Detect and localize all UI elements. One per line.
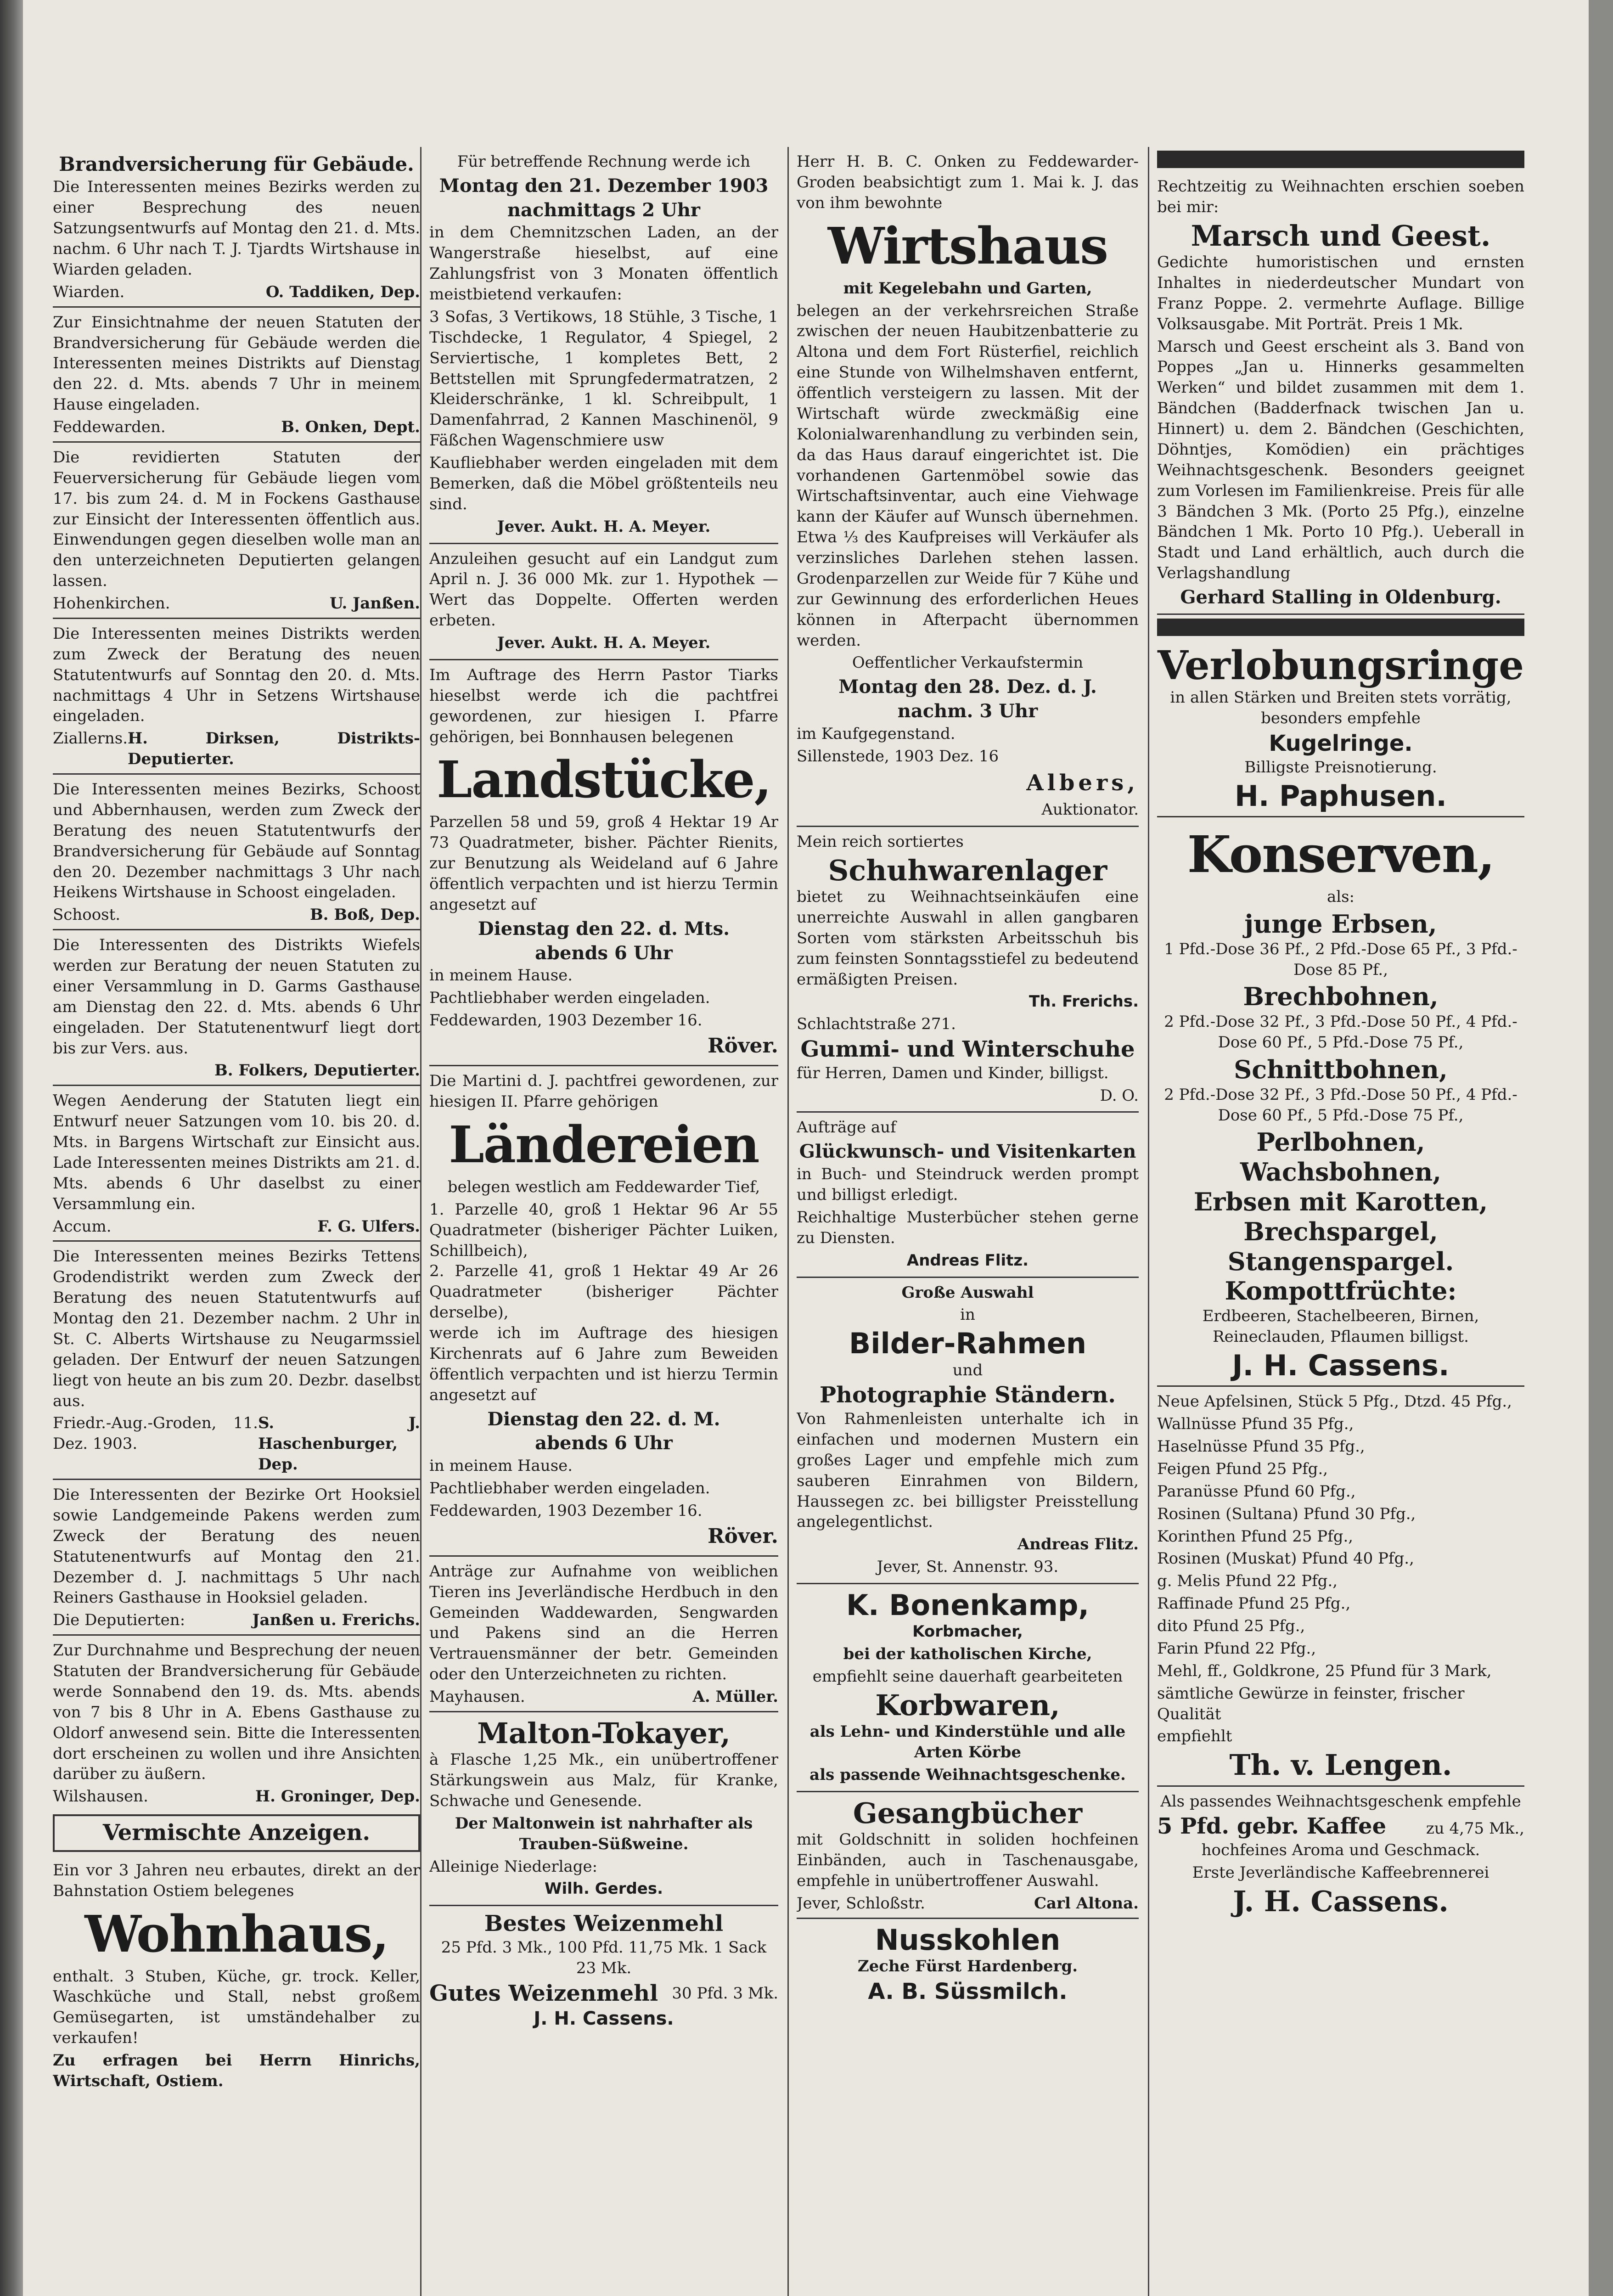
ad-bonenkamp bbox=[797, 1584, 1139, 1792]
notice-place: Wiarden. bbox=[53, 282, 125, 301]
column-4 bbox=[1157, 147, 1524, 2296]
notice-place: Schoost. bbox=[53, 906, 121, 924]
notice-body: Die Interessenten meines Bezirks, Schoost und Abbernhausen, werden zum Zweck der Beratung des neuen Statutentwurfs der Brandversicherung für Gebäude auf Sonntag den 20. Dezember nachmittags 3 Uhr nach Heikens Wirtshause in Schoost eingeladen. bbox=[53, 780, 420, 902]
notice-item bbox=[53, 443, 420, 619]
schuh-title2: Gummi- und Winterschuhe bbox=[800, 1036, 1135, 1063]
land-time: abends 6 Uhr bbox=[535, 942, 673, 964]
bilder-und: und bbox=[952, 1361, 983, 1379]
schuh-signer: Th. Frerichs. bbox=[1029, 992, 1139, 1011]
schuh-intro: Mein reich sortiertes bbox=[797, 832, 964, 851]
malton-body: à Flasche 1,25 Mk., ein unübertroffener Stärkungswein aus Malz, für Kranke, Schwache und Genesende. bbox=[429, 1750, 778, 1810]
notice-body: Die Interessenten meines Bezirks Tettens Grodendistrikt werden zum Zweck der Beratung des neuen Statutentwurfs auf Montag den 21. Dezember nachm. 2 Uhr in St. C. Alberts Wirtshause zu Neugarmssiel geladen. Der Entwurf der neuen Satzungen liegt von heute an bis zum 20. Dezbr. daselbst aus. bbox=[53, 1247, 420, 1410]
ringe-title2: Kugelringe. bbox=[1269, 731, 1413, 757]
bonen-body: empfiehlt seine dauerhaft gearbeiteten bbox=[812, 1667, 1123, 1686]
konserven-item: Brechbohnen, bbox=[1243, 982, 1439, 1012]
notice-body: Wegen Aenderung der Statuten liegt ein Entwurf neuer Satzungen vom 10. bis 20. d. Mts. in Bargens Wirtschaft zur Einsicht aus. Lade Interessenten meines Distrikts am 21. d. Mts. abends 6 Uhr daselbst zu einer Versammlung ein. bbox=[53, 1092, 420, 1213]
bonen-title2: Korbwaren, bbox=[875, 1688, 1060, 1722]
land-signer: Röver. bbox=[708, 1034, 778, 1058]
laend-intro: Die Martini d. J. pachtfrei gewordenen, zur hiesigen II. Pfarre gehörigen bbox=[429, 1072, 778, 1111]
gesang-body: mit Goldschnitt in soliden hochfeinen Einbänden, auch in Taschenausgabe, empfehle in unübertroffener Auswahl. bbox=[797, 1830, 1139, 1890]
laend-body2: werde ich im Auftrage des hiesigen Kirchenrats auf 6 Jahre zum Beweiden öffentlich verpachten und ist hierzu Termin angesetzt auf bbox=[429, 1324, 778, 1404]
kaffee-body: hochfeines Aroma und Geschmack. bbox=[1201, 1841, 1480, 1860]
kaffee-body2: Erste Jeverländische Kaffeebrennerei bbox=[1192, 1863, 1489, 1882]
marsch-body2: Marsch und Geest erscheint als 3. Band von Poppes „Jan u. Hinnerks gesammelten Werken“ und bildet zusammen mit dem 1. Bändchen (Badderfnack twischen Jan u. Hinnert) u. dem 2. Bändchen (Geschichten, Döhntjes, Komödien) ein prächtiges Weihnachtsgeschenk. Besonders geeignet zum Vorlesen im Familienkreise. Preis für alle 3 Bändchen 3 Mk. (Porto 25 Pfg.), einzelne Bändchen 1 Mk. Porto 10 Pfg.). Ueberall in Stadt und Land erhältlich, auch durch die Verlagshandlung bbox=[1157, 337, 1524, 583]
laend-signer: Röver. bbox=[708, 1524, 778, 1548]
notice-item bbox=[53, 1086, 420, 1242]
laend-body: belegen westlich am Feddewarder Tief, bbox=[447, 1177, 760, 1196]
konserven-item: Stangenspargel. bbox=[1227, 1246, 1454, 1276]
notice-body: Die Interessenten der Bezirke Ort Hooksiel sowie Landgemeinde Pakens werden zum Zweck der Beratung des neuen Statutenentwurfs auf Montag den 21. Dezember d. J. nachmittags 5 Uhr nach Reiners Gasthause in Hooksiel geladen. bbox=[53, 1486, 420, 1607]
gesang-addr: Jever, Schloßstr. bbox=[797, 1894, 925, 1913]
notice-signer: U. Janßen. bbox=[329, 594, 420, 613]
price-line: Farin Pfund 22 Pfg., bbox=[1157, 1639, 1316, 1658]
newspaper-page bbox=[23, 0, 1589, 2296]
herd-place: Mayhausen. bbox=[429, 1688, 525, 1706]
notice-sign-row bbox=[53, 1610, 420, 1631]
auction-body: in dem Chemnitzschen Laden, an der Wangerstraße hieselbst, auf eine Zahlungsfrist von 3 Monaten öffentlich meistbietend verkaufen: bbox=[429, 223, 778, 304]
kaffee-signer: J. H. Cassens. bbox=[1233, 1884, 1449, 1918]
separator-bar bbox=[1157, 619, 1524, 636]
price-line: Feigen Pfund 25 Pfg., bbox=[1157, 1459, 1328, 1478]
column-3 bbox=[797, 147, 1139, 2296]
column-1 bbox=[53, 147, 420, 2296]
notice-heading: Brandversicherung für Gebäude. bbox=[59, 153, 414, 175]
notice-place: Hohenkirchen. bbox=[53, 594, 170, 613]
rubric-box bbox=[53, 1814, 420, 1852]
bonen-sub: Korbmacher, bbox=[912, 1622, 1023, 1641]
notice-sign-row bbox=[53, 905, 420, 925]
price-line: dito Pfund 25 Pfg., bbox=[1157, 1617, 1305, 1636]
konserven-als: als: bbox=[1326, 887, 1355, 906]
laend-note: Pachtliebhaber werden eingeladen. bbox=[429, 1479, 710, 1497]
ad-wohnhaus bbox=[53, 1856, 420, 2097]
malton-title: Malton-Tokayer, bbox=[477, 1716, 731, 1750]
bilder-body: Von Rahmenleisten unterhalte ich in einfachen und modernen Mustern ein großes Lager und empfehle mich zum sauberen Einrahmen von Bildern, Haussegen zc. bei billigster Preisstellung angelegentlichst. bbox=[797, 1410, 1139, 1531]
bonen-title: K. Bonenkamp, bbox=[846, 1588, 1089, 1622]
visit-body: in Buch- und Steindruck werden prompt und billigst erledigt. bbox=[797, 1165, 1139, 1204]
ad-bilderrahmen bbox=[797, 1278, 1139, 1585]
ad-loan bbox=[429, 544, 778, 660]
wirt-title: Wirtshaus bbox=[827, 216, 1108, 276]
price-line: sämtliche Gewürze in feinster, frischer Qualität bbox=[1157, 1684, 1465, 1723]
wirt-label: Oeffentlicher Verkaufstermin bbox=[852, 653, 1084, 672]
loan-signer: Jever. Aukt. H. A. Meyer. bbox=[497, 634, 711, 653]
notice-place: Accum. bbox=[53, 1217, 112, 1236]
malton-signer: Wilh. Gerdes. bbox=[544, 1880, 663, 1898]
wohnhaus-title: Wohnhaus, bbox=[84, 1904, 388, 1964]
bilder-intro: Große Auswahl bbox=[901, 1283, 1034, 1302]
mehl-title: Bestes Weizenmehl bbox=[484, 1911, 724, 1937]
visit-intro: Aufträge auf bbox=[797, 1118, 896, 1137]
laend-place: in meinem Hause. bbox=[429, 1457, 573, 1475]
notice-signer: S. J. Haschenburger, Dep. bbox=[258, 1414, 420, 1474]
nuts-tail: empfiehlt bbox=[1157, 1727, 1232, 1746]
schuh-addr: Schlachtstraße 271. bbox=[797, 1015, 956, 1034]
konserven-item: Brechspargel, bbox=[1243, 1216, 1438, 1246]
land-intro: Im Auftrage des Herrn Pastor Tiarks hieselbst werde ich die pachtfrei gewordenen, zur hiesigen I. Pfarre gehörigen, bei Bonnhausen belegenen bbox=[429, 665, 778, 746]
ad-landstuecke bbox=[429, 660, 778, 1066]
ad-marsch-und-geest bbox=[1157, 172, 1524, 615]
notice-item bbox=[53, 775, 420, 930]
ad-kaffee bbox=[1157, 1787, 1524, 1922]
notice-sign-row bbox=[53, 1216, 420, 1237]
wirt-intro: Herr H. B. C. Onken zu Feddewarder-Groden beabsichtigt zum 1. Mai k. J. das von ihm bewohnte bbox=[797, 152, 1139, 212]
herd-sign-row bbox=[429, 1687, 778, 1707]
wirt-sub: mit Kegelebahn und Garten, bbox=[843, 279, 1092, 298]
notice-place: Die Deputierten: bbox=[53, 1611, 185, 1630]
ringe-body2: Billigste Preisnotierung. bbox=[1244, 758, 1437, 777]
wirt-body: belegen an der verkehrsreichen Straße zwischen der neuen Haubitzenbatterie zu Altona und dem Fort Rüsterfiel, reichlich eine Stunde von Wilhelmshaven entfernt, öffentlich versteigern zu lassen. Mit der Wirtschaft würde zweckmäßig eine Kolonialwarenhandlung zu verbinden sein, da das Haus darauf eingerichtet ist. Die vorhandenen Gartenmöbel sowie das Wirtschaftsinventar, auch eine Viehwage kann der Käufer auf Wunsch übernehmen. Etwa ⅓ des Kaufpreises will Verkäufer als verzinsliches Darlehen stehen lassen. Grodenparzellen zur Weide für 7 Kühe und zur Gewinnung des erforderlichen Heues können in Afterpacht übernommen werden. bbox=[797, 301, 1139, 650]
price-line: Mehl, ff., Goldkrone, 25 Pfund für 3 Mark, bbox=[1157, 1661, 1492, 1680]
konserven-list bbox=[1157, 909, 1524, 1347]
notice-body: Die revidierten Statuten der Feuerversicherung für Gebäude liegen vom 17. bis zum 24. d. M in Fockens Gasthause zur Einsicht der Interessenten öffentlich aus. Einwendungen gegen dieselben wolle man an den unterzeichneten Deputierten gelangen lassen. bbox=[53, 448, 420, 591]
auction-note: Kaufliebhaber werden eingeladen mit dem Bemerken, daß die Möbel größtenteils neu sind. bbox=[429, 454, 778, 513]
notice-item bbox=[53, 1480, 420, 1636]
kohlen-signer: A. B. Süssmilch. bbox=[868, 1978, 1068, 2004]
notice-body: Zur Durchnahme und Besprechung der neuen Statuten der Brandversicherung für Gebäude werde Sonnabend den 19. ds. Mts. abends von 7 bis 8 Uhr in A. Ebens Gasthause zu Oldorf anwesend sein. Bitte die Interessenten dort erscheinen zu wollen und ihre Ansichten darüber zu äußern. bbox=[53, 1641, 420, 1784]
wirt-time: nachm. 3 Uhr bbox=[897, 700, 1038, 722]
top-bar bbox=[1157, 151, 1524, 168]
nuts-list bbox=[1157, 1391, 1524, 1724]
price-line: Raffinade Pfund 25 Pfg., bbox=[1157, 1594, 1351, 1613]
notice-item bbox=[53, 147, 420, 308]
herd-body: Anträge zur Aufnahme von weiblichen Tieren ins Jeverländische Herdbuch in den Gemeinden Waddewarden, Sengwarden und Pakens sind an die Herren Vertrauensmänner der betr. Gemeinden oder den Unterzeichneten zu richten. bbox=[429, 1562, 778, 1684]
kohlen-title: Nusskohlen bbox=[875, 1923, 1061, 1957]
ad-auction-furniture bbox=[429, 147, 778, 544]
ad-gesangbuecher bbox=[797, 1792, 1139, 1919]
visit-signer: Andreas Flitz. bbox=[906, 1251, 1029, 1270]
rubric-title: Vermischte Anzeigen. bbox=[102, 1820, 371, 1846]
bilder-title2: Photographie Ständern. bbox=[820, 1382, 1116, 1408]
konserven-detail: 2 Pfd.-Dose 32 Pf., 3 Pfd.-Dose 50 Pf., 4 Pfd.-Dose 60 Pf., 5 Pfd.-Dose 75 Pf., bbox=[1164, 1013, 1517, 1052]
mehl-body: 25 Pfd. 3 Mk., 100 Pfd. 11,75 Mk. 1 Sack 23 Mk. bbox=[441, 1938, 767, 1977]
konserven-item: Wachsbohnen, bbox=[1240, 1157, 1442, 1187]
land-date: Dienstag den 22. d. Mts. bbox=[478, 917, 730, 940]
notice-signer: H. Dirksen, Distrikts-Deputierter. bbox=[128, 729, 420, 769]
konserven-item: Schnittbohnen, bbox=[1234, 1054, 1448, 1084]
kaffee-intro: Als passendes Weihnachtsgeschenk empfehle bbox=[1160, 1792, 1521, 1811]
column-2 bbox=[429, 147, 778, 2296]
marsch-intro: Rechtzeitig zu Weihnachten erschien soeben bei mir: bbox=[1157, 177, 1524, 216]
column-rule bbox=[1148, 147, 1149, 2296]
wirt-dateline: Sillenstede, 1903 Dez. 16 bbox=[797, 747, 999, 765]
ad-schuhwaren bbox=[797, 827, 1139, 1113]
bonen-body2: als Lehn- und Kinderstühle und alle Arten Körbe bbox=[809, 1722, 1126, 1762]
gesang-row bbox=[797, 1893, 1139, 1914]
notice-sign-row bbox=[53, 417, 420, 438]
konserven-detail: 2 Pfd.-Dose 32 Pf., 3 Pfd.-Dose 50 Pf., 4 Pfd.-Dose 60 Pf., 5 Pfd.-Dose 75 Pf., bbox=[1164, 1085, 1517, 1125]
ad-verlobungsringe bbox=[1157, 640, 1524, 817]
ad-visitenkarten bbox=[797, 1113, 1139, 1277]
auction-signer: Jever. Aukt. H. A. Meyer. bbox=[497, 517, 711, 536]
marsch-signer: Gerhard Stalling in Oldenburg. bbox=[1180, 586, 1501, 608]
konserven-item: junge Erbsen, bbox=[1244, 909, 1437, 939]
binding-spine bbox=[0, 0, 23, 2296]
laend-title: Ländereien bbox=[449, 1114, 759, 1174]
loan-body: Anzuleihen gesucht auf ein Landgut zum April n. J. 36 000 Mk. zur 1. Hypothek — Wert das Doppelte. Offerten werden erbeten. bbox=[429, 549, 778, 630]
wirt-signer: Albers, bbox=[1026, 770, 1139, 796]
auction-time: nachmittags 2 Uhr bbox=[507, 199, 701, 221]
bonen-body3: als passende Weihnachtsgeschenke. bbox=[809, 1766, 1126, 1784]
bilder-pre: in bbox=[960, 1306, 975, 1324]
parcel-item: 2. Parzelle 41, groß 1 Hektar 49 Ar 26 Quadratmeter (bisheriger Pächter derselbe), bbox=[429, 1262, 778, 1322]
gesang-signer: Carl Altona. bbox=[1034, 1894, 1139, 1913]
notice-item bbox=[53, 1242, 420, 1480]
laend-dateline: Feddewarden, 1903 Dezember 16. bbox=[429, 1501, 703, 1520]
laend-date: Dienstag den 22. d. M. bbox=[487, 1408, 720, 1430]
marsch-body: Gedichte humoristischen und ernsten Inhaltes in niederdeutscher Mundart von Franz Poppe. 2. vermehrte Auflage. Billige Volksausgabe. Mit Porträt. Preis 1 Mk. bbox=[1157, 253, 1524, 333]
visit-body2: Reichhaltige Musterbücher stehen gerne zu Diensten. bbox=[797, 1208, 1139, 1247]
notice-signer: O. Taddiken, Dep. bbox=[265, 282, 420, 301]
wohnhaus-contact: Zu erfragen bei Herrn Hinrichs, Wirtschaft, Ostiem. bbox=[53, 2051, 420, 2090]
notice-body: Die Interessenten meines Bezirks werden zu einer Besprechung des neuen Satzungsentwurfs auf Montag den 21. d. Mts. nachm. 6 Uhr nach T. J. Tjardts Wirtshause in Wiarden geladen. bbox=[53, 178, 420, 279]
malton-label: Alleinige Niederlage: bbox=[429, 1857, 598, 1876]
notice-sign-row bbox=[53, 1413, 420, 1475]
land-note: Pachtliebhaber werden eingeladen. bbox=[429, 989, 710, 1007]
konserven-title: Konserven, bbox=[1187, 824, 1495, 884]
price-line: Rosinen (Muskat) Pfund 40 Pfg., bbox=[1157, 1549, 1414, 1568]
gesang-title: Gesangbücher bbox=[853, 1796, 1083, 1830]
auction-date: Montag den 21. Dezember 1903 bbox=[439, 174, 769, 197]
notice-sign-row bbox=[53, 1786, 420, 1807]
price-line: Rosinen (Sultana) Pfund 30 Pfg., bbox=[1157, 1504, 1416, 1523]
ad-konserven bbox=[1157, 817, 1524, 1387]
price-line: Haselnüsse Pfund 35 Pfg., bbox=[1157, 1437, 1365, 1456]
schuh-body2: für Herren, Damen und Kinder, billigst. bbox=[797, 1064, 1109, 1082]
notice-item bbox=[53, 308, 420, 443]
notice-signer: Janßen u. Frerichs. bbox=[252, 1611, 420, 1630]
land-place: in meinem Hause. bbox=[429, 966, 573, 985]
notice-item bbox=[53, 619, 420, 775]
nuts-signer: Th. v. Lengen. bbox=[1229, 1748, 1452, 1782]
notice-signer: F. G. Ulfers. bbox=[317, 1217, 420, 1236]
auction-items: 3 Sofas, 3 Vertikows, 18 Stühle, 3 Tische, 1 Tischdecke, 1 Regulator, 4 Spiegel, 2 Serviertische, 1 kompletes Bett, 2 Bettstellen mit Sprungfedermatratzen, 2 Kleiderschränke, 1 kl. Schreibpult, 1 Damenfahrrad, 2 Kannen Maschinenöl, 9 Fäßchen Wagenschmiere usw bbox=[429, 307, 778, 450]
wohnhaus-intro: Ein vor 3 Jahren neu erbautes, direkt an der Bahnstation Ostiem belegenes bbox=[53, 1861, 420, 1900]
bilder-title: Bilder-Rahmen bbox=[849, 1327, 1086, 1361]
notice-place: Feddewarden. bbox=[53, 418, 166, 437]
price-line: Paranüsse Pfund 60 Pfg., bbox=[1157, 1482, 1356, 1501]
herd-signer: A. Müller. bbox=[692, 1688, 778, 1706]
bilder-signer: Andreas Flitz. bbox=[1017, 1535, 1139, 1554]
marsch-title: Marsch und Geest. bbox=[1191, 219, 1491, 253]
mehl-title2: Gutes Weizenmehl bbox=[429, 1980, 658, 2006]
notice-body: Die Interessenten meines Distrikts werden zum Zweck der Beratung des neuen Statutentwurfs auf Sonntag den 20. d. Mts. nachmittags 4 Uhr in Setzens Wirtshause eingeladen. bbox=[53, 624, 420, 726]
notice-body: Zur Einsichtnahme der neuen Statuten der Brandversicherung für Gebäude werden die Interessenten meines Distrikts auf Dienstag den 22. d. Mts. abends 7 Uhr in meinem Hause eingeladen. bbox=[53, 313, 420, 414]
kaffee-title: 5 Pfd. gebr. Kaffee bbox=[1157, 1813, 1387, 1840]
land-title: Landstücke, bbox=[437, 750, 771, 810]
ad-nusskohlen bbox=[797, 1919, 1139, 2009]
land-body: Parzellen 58 und 59, groß 4 Hektar 19 Ar 73 Quadratmeter, bisher. Pächter Rienits, zur Benutzung als Weideland auf 6 Jahre öffentlich verpachten und ist hierzu Termin angesetzt auf bbox=[429, 813, 778, 914]
notice-sign-row bbox=[53, 1060, 420, 1081]
notice-body: Die Interessenten des Distrikts Wiefels werden zur Beratung der neuen Statuten zu einer Versammlung in D. Garms Gasthause am Dienstag den 22. d. Mts. abends 6 Uhr eingeladen. Der Statutenentwurf liegt dort bis zur Vers. aus. bbox=[53, 936, 420, 1058]
ad-wirtshaus bbox=[797, 147, 1139, 827]
visit-title: Glückwunsch- und Visitenkarten bbox=[799, 1141, 1136, 1163]
column-rule bbox=[787, 147, 789, 2296]
laend-parcels bbox=[429, 1199, 778, 1323]
mehl-signer: J. H. Cassens. bbox=[534, 2008, 674, 2030]
notice-item bbox=[53, 930, 420, 1086]
notice-item bbox=[53, 1636, 420, 1811]
notice-signer: B. Boß, Dep. bbox=[309, 906, 420, 924]
brandversicherung-notices bbox=[53, 147, 420, 1811]
konserven-item: Kompottfrüchte: bbox=[1225, 1276, 1457, 1306]
wohnhaus-body: enthalt. 3 Stuben, Küche, gr. trock. Keller, Waschküche und Stall, nebst großem Gemüsegarten, ist umständehalber zu verkaufen! bbox=[53, 1967, 420, 2048]
schuh-body: bietet zu Weihnachtseinkäufen eine unerreichte Auswahl in allen gangbaren Sorten vom stärksten Arbeitsschuh bis zum feinsten Sonntagsstiefel zu bedeutend ermäßigten Preisen. bbox=[797, 888, 1139, 989]
malton-body2: Der Maltonwein ist nahrhafter als Trauben-Süßweine. bbox=[455, 1814, 753, 1853]
ad-nuesse-lengen bbox=[1157, 1387, 1524, 1786]
price-line: Neue Apfelsinen, Stück 5 Pfg., Dtzd. 45 Pfg., bbox=[1157, 1392, 1512, 1411]
konserven-item: Erbsen mit Karotten, bbox=[1193, 1187, 1488, 1217]
notice-place: Wilshausen. bbox=[53, 1787, 148, 1806]
ringe-signer: H. Paphusen. bbox=[1235, 779, 1447, 813]
kaffee-price: zu 4,75 Mk., bbox=[1426, 1819, 1524, 1838]
mehl-row bbox=[429, 1981, 778, 2007]
bonen-sub2: bei der katholischen Kirche, bbox=[843, 1645, 1092, 1664]
notice-place: Ziallerns. bbox=[53, 729, 128, 748]
laend-time: abends 6 Uhr bbox=[535, 1432, 673, 1454]
price-line: Korinthen Pfund 25 Pfg., bbox=[1157, 1527, 1354, 1546]
price-line: g. Melis Pfund 22 Pfg., bbox=[1157, 1572, 1338, 1591]
land-dateline: Feddewarden, 1903 Dezember 16. bbox=[429, 1011, 703, 1030]
parcel-item: 1. Parzelle 40, groß 1 Hektar 96 Ar 55 Quadratmeter (bisheriger Pächter Luiken, Schillbeich), bbox=[429, 1200, 778, 1260]
kohlen-sub: Zeche Fürst Hardenberg. bbox=[857, 1957, 1078, 1975]
ad-herdbuch bbox=[429, 1557, 778, 1712]
notice-signer: H. Groninger, Dep. bbox=[255, 1787, 420, 1806]
notice-sign-row bbox=[53, 728, 420, 770]
auction-intro: Für betreffende Rechnung werde ich bbox=[457, 152, 751, 171]
ad-malton bbox=[429, 1712, 778, 1906]
konserven-detail: Erdbeeren, Stachelbeeren, Birnen, Reineclauden, Pflaumen billigst. bbox=[1202, 1307, 1479, 1346]
price-line: Wallnüsse Pfund 35 Pfg., bbox=[1157, 1415, 1354, 1434]
wirt-place: im Kaufgegenstand. bbox=[797, 724, 955, 743]
mehl-price: 30 Pfd. 3 Mk. bbox=[672, 1984, 778, 2003]
schuh-mark: D. O. bbox=[1100, 1086, 1139, 1105]
ringe-body: in allen Stärken und Breiten stets vorrätig, besonders empfehle bbox=[1170, 688, 1512, 728]
notice-signer: B. Onken, Dept. bbox=[281, 418, 420, 437]
schuh-title: Schuhwarenlager bbox=[828, 853, 1107, 887]
wirt-role: Auktionator. bbox=[1041, 800, 1139, 819]
notice-sign-row bbox=[53, 593, 420, 614]
wirt-date: Montag den 28. Dez. d. J. bbox=[838, 676, 1097, 698]
notice-signer: B. Folkers, Deputierter. bbox=[214, 1061, 420, 1080]
ringe-title: Verlobungsringe bbox=[1158, 642, 1524, 689]
konserven-detail: 1 Pfd.-Dose 36 Pf., 2 Pfd.-Dose 65 Pf., 3 Pfd.-Dose 85 Pf., bbox=[1164, 940, 1517, 979]
notice-place: Friedr.-Aug.-Groden, 11. Dez. 1903. bbox=[53, 1414, 258, 1453]
column-rule bbox=[420, 147, 422, 2296]
ad-weizenmehl bbox=[429, 1906, 778, 2037]
notice-sign-row bbox=[53, 282, 420, 303]
bilder-addr: Jever, St. Annenstr. 93. bbox=[877, 1558, 1059, 1576]
konserven-signer: J. H. Cassens. bbox=[1232, 1349, 1450, 1382]
ad-laendereien bbox=[429, 1066, 778, 1557]
konserven-item: Perlbohnen, bbox=[1256, 1127, 1425, 1157]
kaffee-row bbox=[1157, 1813, 1524, 1840]
